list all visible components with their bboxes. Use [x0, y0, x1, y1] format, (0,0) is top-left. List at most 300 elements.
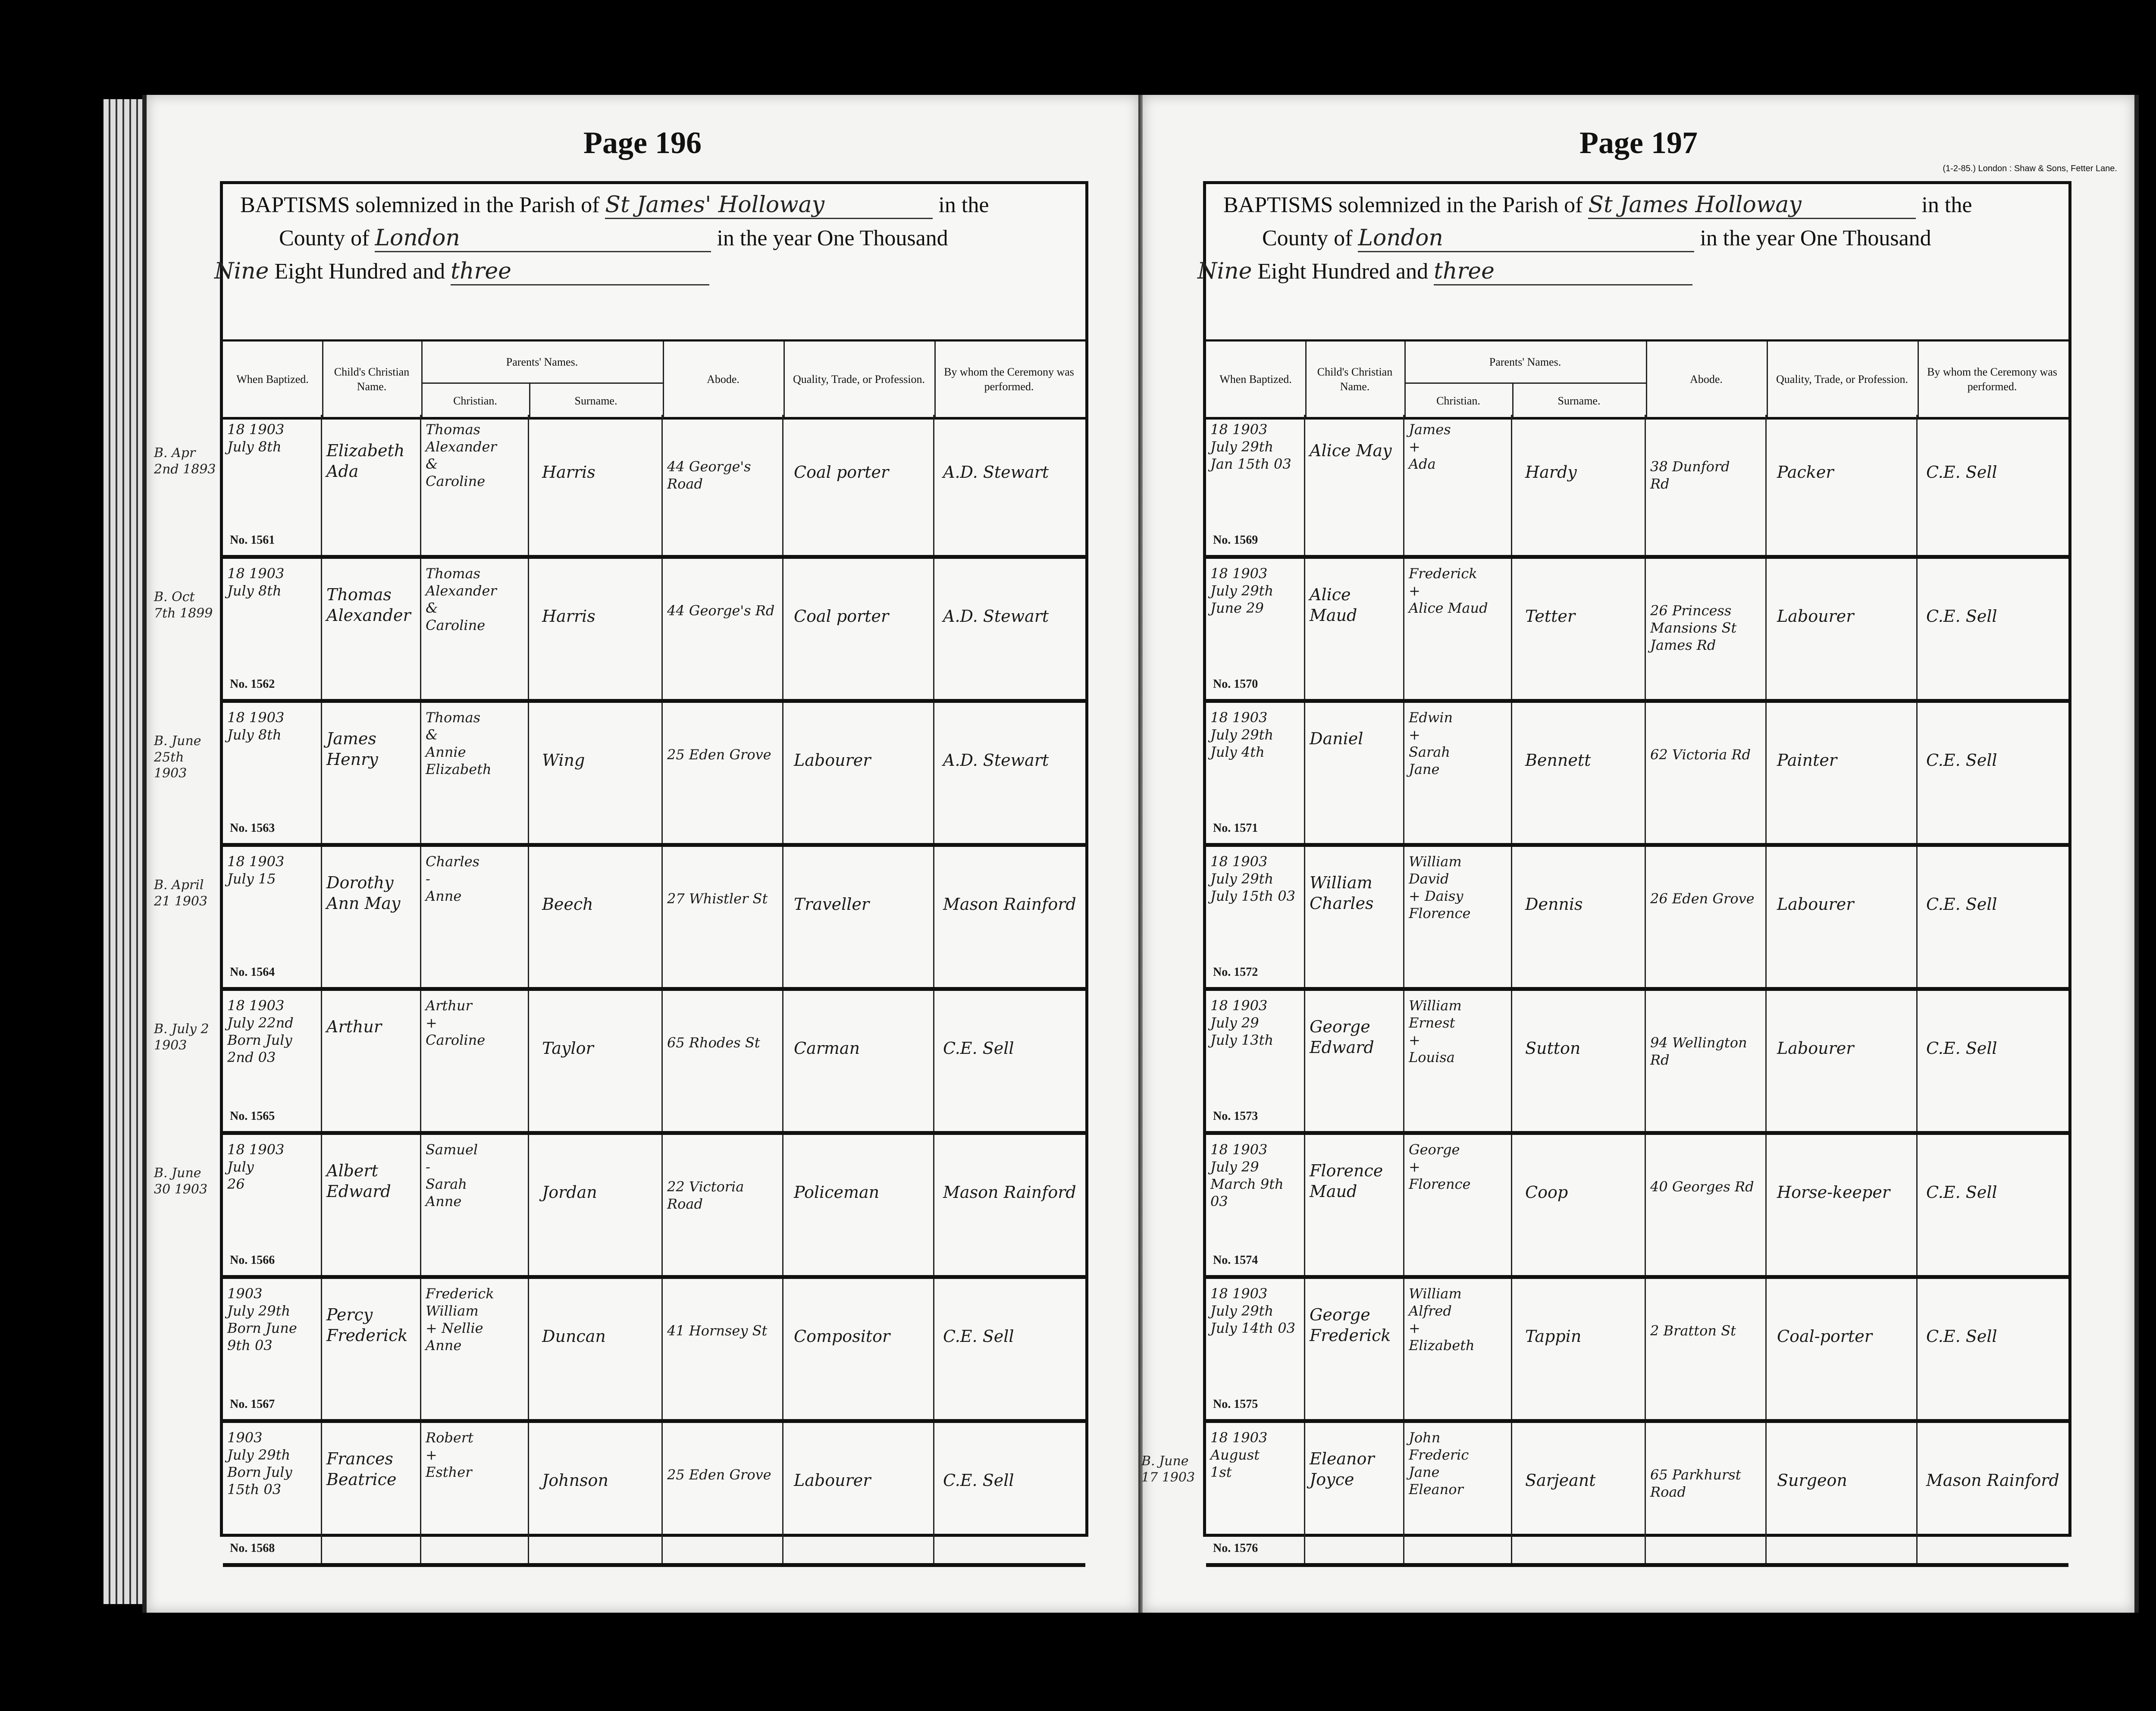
parent-surname: Jordan	[542, 1183, 597, 1202]
parent-name-line: Elizabeth	[1409, 1337, 1475, 1354]
cell-child	[1305, 1423, 1404, 1563]
cell-when	[223, 1135, 322, 1275]
cell-christian	[421, 1279, 529, 1419]
parent-name-line: &	[426, 727, 438, 743]
parent-name-line: Louisa	[1409, 1049, 1455, 1065]
cell-child	[1305, 415, 1404, 555]
parent-name-line: Anne	[426, 1193, 462, 1210]
cell-by	[1918, 559, 2067, 699]
child-second-name: Ann May	[326, 893, 401, 913]
cell-christian	[1404, 1279, 1512, 1419]
cell-surname	[529, 1135, 663, 1275]
parent-name-line: Sarah	[1409, 744, 1450, 760]
parent-name-line: +	[1409, 1320, 1420, 1336]
parent-name-line: William	[426, 1303, 479, 1319]
register-header	[214, 184, 1085, 339]
child-first-name: Percy	[326, 1305, 373, 1324]
cell-surname	[529, 847, 663, 987]
entry-number: No. 1573	[1213, 1109, 1258, 1123]
baptism-year: 18 1903	[227, 997, 285, 1014]
cell-when	[1206, 847, 1305, 987]
cell-child	[322, 703, 421, 843]
abode-line-2: Road	[1650, 1484, 1686, 1500]
baptism-date: July 29th	[227, 1447, 291, 1463]
abode-line-1: 2 Bratton St	[1650, 1322, 1736, 1339]
cell-when	[223, 1279, 322, 1419]
cell-by	[1918, 1279, 2067, 1419]
register-entry-row	[1206, 703, 2068, 847]
cell-child	[1305, 991, 1404, 1131]
cell-surname	[529, 1279, 663, 1419]
abode-line-2: Road	[667, 1196, 703, 1212]
baptism-date: July 8th	[227, 439, 282, 455]
officiant-signature: C.E. Sell	[1926, 1183, 1997, 1202]
parent-surname: Johnson	[542, 1471, 608, 1490]
parent-name-line: -	[426, 1159, 430, 1175]
abode-line-1: 27 Whistler St	[667, 890, 768, 907]
profession: Coal porter	[794, 607, 889, 626]
profession: Labourer	[794, 751, 871, 770]
parent-name-line: Frederick	[426, 1285, 494, 1302]
parent-name-line: +	[1409, 1032, 1420, 1048]
baptism-year: 18 1903	[1210, 1285, 1268, 1302]
baptism-year: 18 1903	[1210, 421, 1268, 438]
page-196	[142, 95, 1138, 1613]
child-second-name: Maud	[1310, 1181, 1357, 1201]
parent-name-line: Eleanor	[1409, 1481, 1463, 1498]
cell-when	[1206, 559, 1305, 699]
child-second-name: Maud	[1310, 605, 1357, 625]
margin-birth-note: B. Oct 7th 1899	[154, 589, 213, 621]
cell-when	[223, 415, 322, 555]
cell-child	[1305, 1135, 1404, 1275]
cell-surname	[1512, 991, 1646, 1131]
parent-name-line: David	[1409, 871, 1449, 887]
parent-name-line: William	[1409, 997, 1462, 1014]
baptism-year: 18 1903	[1210, 853, 1268, 870]
cell-abode	[1646, 559, 1767, 699]
cell-surname	[1512, 559, 1646, 699]
parent-name-line: Alice Maud	[1409, 600, 1488, 616]
parent-surname: Dennis	[1525, 895, 1583, 914]
cell-child	[322, 1279, 421, 1419]
parent-surname: Taylor	[542, 1039, 594, 1058]
baptism-date: August	[1210, 1447, 1260, 1463]
register-entry-row	[1206, 559, 2068, 703]
parent-surname: Coop	[1525, 1183, 1568, 1202]
parent-name-line: Robert	[426, 1429, 473, 1446]
parent-name-line: William	[1409, 1285, 1462, 1302]
page-197	[1143, 95, 2139, 1613]
parent-name-line: Frederick	[1409, 565, 1477, 582]
entry-number: No. 1567	[230, 1398, 275, 1411]
cell-by	[1918, 1135, 2067, 1275]
profession: Labourer	[794, 1471, 871, 1490]
parent-name-line: +	[1409, 1159, 1420, 1175]
cell-quality	[1767, 1135, 1918, 1275]
cell-abode	[1646, 1279, 1767, 1419]
baptism-year: 18 1903	[227, 709, 285, 726]
officiant-signature: C.E. Sell	[943, 1327, 1014, 1346]
cell-surname	[1512, 1135, 1646, 1275]
cell-quality	[1767, 415, 1918, 555]
abode-line-2: Rd	[1650, 1052, 1670, 1068]
parent-name-line: Jane	[1409, 1464, 1440, 1480]
baptism-register	[1141, 181, 2071, 1555]
year-word: three	[1434, 258, 1692, 285]
cell-child	[1305, 559, 1404, 699]
cell-abode	[1646, 1423, 1767, 1563]
parent-name-line: Anne	[426, 1337, 462, 1354]
child-first-name: Elizabeth	[326, 441, 405, 460]
parent-surname: Tappin	[1525, 1327, 1582, 1346]
margin-birth-note: B. July 2 1903	[154, 1022, 209, 1053]
register-entry-row	[154, 415, 1085, 559]
cell-surname	[529, 703, 663, 843]
parent-name-line: Esther	[426, 1464, 472, 1480]
cell-child	[1305, 847, 1404, 987]
cell-when	[1206, 415, 1305, 555]
cell-by	[934, 415, 1084, 555]
cell-abode	[663, 415, 783, 555]
parent-name-line: Anne	[426, 888, 462, 904]
register-entry-row	[1206, 415, 2068, 559]
register-entry-row	[1206, 991, 2068, 1135]
baptism-date: July 29th	[1210, 871, 1274, 887]
cell-when	[1206, 1279, 1305, 1419]
parent-name-line: Ada	[1409, 456, 1436, 472]
parent-name-line: Thomas	[426, 565, 481, 582]
cell-christian	[1404, 1135, 1512, 1275]
col-child: Child's Christian Name.	[1305, 342, 1406, 417]
cell-christian	[1404, 415, 1512, 555]
profession: Labourer	[1777, 895, 1854, 914]
cell-quality	[1767, 1423, 1918, 1563]
cell-by	[934, 1135, 1084, 1275]
register-entry-row	[154, 1135, 1085, 1279]
parent-surname: Beech	[542, 895, 593, 914]
profession: Surgeon	[1777, 1471, 1847, 1490]
child-first-name: Florence	[1310, 1161, 1383, 1180]
cell-when	[223, 703, 322, 843]
county-name: London	[1358, 225, 1694, 252]
cell-abode	[1646, 703, 1767, 843]
col-parents: Parents' Names.	[421, 342, 664, 382]
child-second-name: Joyce	[1310, 1470, 1354, 1489]
cell-by	[1918, 1423, 2067, 1563]
cell-quality	[783, 559, 934, 699]
abode-line-1: 65 Parkhurst	[1650, 1467, 1741, 1483]
header-county-label: County of	[1262, 226, 1353, 251]
baptism-date: July	[227, 1159, 254, 1175]
cell-abode	[663, 559, 783, 699]
century-prefix: Nine	[1197, 258, 1252, 284]
parent-name-line: &	[426, 600, 438, 616]
parent-name-line: James	[1409, 421, 1451, 438]
profession: Traveller	[794, 895, 870, 914]
register-entry-row	[154, 703, 1085, 847]
abode-line-1: 38 Dunford	[1650, 458, 1730, 475]
header-hundred-label: Eight Hundred and	[1257, 259, 1429, 284]
cell-surname	[529, 559, 663, 699]
parent-name-line: Jane	[1409, 761, 1440, 777]
cell-quality	[783, 991, 934, 1131]
abode-line-1: 62 Victoria Rd	[1650, 746, 1751, 763]
abode-line-1: 44 George's Rd	[667, 602, 775, 619]
register-entry-row	[1141, 1423, 2068, 1567]
officiant-signature: C.E. Sell	[1926, 1327, 1997, 1346]
abode-line-1: 65 Rhodes St	[667, 1034, 760, 1051]
officiant-signature: Mason Rainford	[943, 895, 1076, 914]
parent-name-line: +	[1409, 439, 1420, 455]
cell-when	[223, 847, 322, 987]
baptism-date: July 8th	[227, 583, 282, 599]
cell-quality	[1767, 991, 1918, 1131]
parent-name-line: Thomas	[426, 709, 481, 726]
parent-name-line: George	[1409, 1141, 1460, 1158]
parent-name-line: Caroline	[426, 1032, 486, 1048]
header-hundred-label: Eight Hundred and	[274, 259, 445, 284]
baptism-register	[154, 181, 1088, 1555]
entry-number: No. 1571	[1213, 821, 1258, 835]
col-when: When Baptized.	[223, 342, 323, 417]
birth-date: 1st	[1210, 1464, 1232, 1480]
col-parents: Parents' Names.	[1404, 342, 1647, 382]
baptism-year: 18 1903	[1210, 565, 1268, 582]
entry-number: No. 1562	[230, 677, 275, 691]
baptism-date: July 29th	[1210, 439, 1274, 455]
parent-name-line: John	[1409, 1429, 1441, 1446]
parent-name-line: Charles	[426, 853, 480, 870]
birth-date: March 9th 03	[1210, 1176, 1284, 1210]
baptism-date: July 8th	[227, 727, 282, 743]
column-headers	[223, 339, 1085, 420]
baptism-date: July 29th	[227, 1303, 291, 1319]
entry-number: No. 1576	[1213, 1542, 1258, 1555]
cell-surname	[1512, 415, 1646, 555]
printer-imprint: (1-2-85.) London : Shaw & Sons, Fetter Lane.	[1943, 164, 2117, 173]
parent-surname: Wing	[542, 751, 585, 770]
col-abode: Abode.	[663, 342, 785, 417]
profession: Compositor	[794, 1327, 890, 1346]
cell-when	[223, 991, 322, 1131]
child-first-name: Dorothy	[326, 873, 394, 892]
child-second-name: Ada	[326, 461, 359, 481]
cell-christian	[421, 415, 529, 555]
child-first-name: Arthur	[326, 1017, 382, 1036]
cell-when	[223, 559, 322, 699]
baptism-year: 18 1903	[227, 421, 285, 438]
officiant-signature: Mason Rainford	[1926, 1471, 2059, 1490]
col-by-whom: By whom the Ceremony was performed.	[944, 365, 1074, 393]
cell-surname	[529, 415, 663, 555]
cell-surname	[1512, 1423, 1646, 1563]
parent-name-line: Samuel	[426, 1141, 478, 1158]
cell-quality	[783, 847, 934, 987]
abode-line-2: Rd	[1650, 476, 1670, 492]
birth-date: Born July 2nd 03	[227, 1032, 292, 1065]
cell-by	[1918, 415, 2067, 555]
county-name: London	[375, 225, 711, 252]
parent-name-line: Edwin	[1409, 709, 1453, 726]
entry-number: No. 1565	[230, 1109, 275, 1123]
page-title: Page 196	[583, 125, 702, 160]
baptism-year: 18 1903	[1210, 997, 1268, 1014]
officiant-signature: C.E. Sell	[943, 1471, 1014, 1490]
parent-name-line: Caroline	[426, 617, 486, 633]
margin-birth-note: B. April 21 1903	[154, 877, 208, 909]
register-rows	[154, 415, 1085, 1555]
cell-abode	[1646, 415, 1767, 555]
birth-date: July 13th	[1210, 1032, 1274, 1048]
parish-name: St James Holloway	[1588, 192, 1916, 219]
cell-child	[322, 1423, 421, 1563]
child-second-name: Charles	[1310, 893, 1374, 913]
cell-by	[934, 559, 1084, 699]
abode-line-1: 41 Hornsey St	[667, 1322, 768, 1339]
abode-line-1: 26 Eden Grove	[1650, 890, 1755, 907]
parent-surname: Harris	[542, 607, 595, 626]
abode-line-2: Mansions St James Rd	[1650, 620, 1737, 653]
parent-name-line: Florence	[1409, 905, 1471, 921]
profession: Labourer	[1777, 607, 1854, 626]
column-headers	[1206, 339, 2068, 420]
parent-surname: Harris	[542, 463, 595, 482]
parent-surname: Sarjeant	[1525, 1471, 1596, 1490]
register-entry-row	[154, 847, 1085, 991]
cell-child	[1305, 1279, 1404, 1419]
parent-name-line: +	[1409, 727, 1420, 743]
col-quality: Quality, Trade, or Profession.	[1767, 342, 1919, 417]
page-title: Page 197	[1579, 125, 1698, 160]
birth-date: July 4th	[1210, 744, 1265, 760]
baptism-date: July 15	[227, 871, 276, 887]
child-first-name: James	[326, 729, 376, 748]
header-year-label: in the year One Thousand	[717, 226, 948, 251]
register-entry-row	[154, 559, 1085, 703]
abode-line-1: 26 Princess	[1650, 602, 1732, 619]
cell-abode	[663, 703, 783, 843]
cell-when	[1206, 1135, 1305, 1275]
child-first-name: George	[1310, 1017, 1370, 1036]
register-entry-row	[154, 991, 1085, 1135]
cell-quality	[783, 703, 934, 843]
child-second-name: Edward	[1310, 1037, 1374, 1057]
cell-when	[223, 1423, 322, 1563]
cell-abode	[1646, 1135, 1767, 1275]
profession: Coal-porter	[1777, 1327, 1872, 1346]
profession: Labourer	[1777, 1039, 1854, 1058]
officiant-signature: C.E. Sell	[1926, 607, 1997, 626]
cell-quality	[783, 1279, 934, 1419]
cell-by	[934, 847, 1084, 987]
child-first-name: Frances	[326, 1449, 393, 1468]
child-first-name: Eleanor	[1310, 1449, 1375, 1468]
officiant-signature: Mason Rainford	[943, 1183, 1076, 1202]
baptism-year: 1903	[227, 1429, 263, 1446]
century-prefix: Nine	[214, 258, 269, 284]
officiant-signature: C.E. Sell	[1926, 895, 1997, 914]
birth-date: July 15th 03	[1210, 888, 1295, 904]
abode-line-1: 25 Eden Grove	[667, 746, 771, 763]
cell-christian	[421, 847, 529, 987]
parent-name-line: Arthur	[426, 997, 472, 1014]
header-in-the: in the	[1921, 193, 1972, 217]
cell-by	[934, 703, 1084, 843]
col-christian: Christian.	[421, 382, 530, 418]
cell-abode	[1646, 847, 1767, 987]
parent-name-line: +	[1409, 583, 1420, 599]
parent-name-line: +	[426, 1447, 437, 1463]
cell-by	[934, 991, 1084, 1131]
baptism-year: 18 1903	[227, 1141, 285, 1158]
cell-quality	[783, 1423, 934, 1563]
cell-christian	[421, 1135, 529, 1275]
officiant-signature: A.D. Stewart	[943, 463, 1049, 482]
profession: Painter	[1777, 751, 1837, 770]
cell-christian	[421, 559, 529, 699]
parent-surname: Bennett	[1525, 751, 1591, 770]
parent-name-line: Florence	[1409, 1176, 1471, 1192]
birth-date: Jan 15th 03	[1210, 456, 1291, 472]
cell-christian	[1404, 559, 1512, 699]
parent-name-line: Alexander	[426, 583, 497, 599]
abode-line-1: 40 Georges Rd	[1650, 1178, 1754, 1195]
baptism-year: 18 1903	[1210, 709, 1268, 726]
margin-birth-note: B. June 25th 1903	[154, 733, 201, 781]
cell-surname	[1512, 1279, 1646, 1419]
abode-line-1: 25 Eden Grove	[667, 1467, 771, 1483]
cell-abode	[663, 1279, 783, 1419]
parent-name-line: + Nellie	[426, 1320, 483, 1336]
book-spine-edge	[103, 99, 142, 1604]
parent-surname: Hardy	[1525, 463, 1577, 482]
parent-name-line: -	[426, 871, 430, 887]
cell-when	[1206, 1423, 1305, 1563]
col-surname: Surname.	[1512, 382, 1647, 418]
col-christian: Christian.	[1404, 382, 1514, 418]
cell-abode	[663, 847, 783, 987]
officiant-signature: A.D. Stewart	[943, 751, 1049, 770]
baptism-year: 18 1903	[1210, 1429, 1268, 1446]
cell-surname	[1512, 703, 1646, 843]
profession: Horse-keeper	[1777, 1183, 1890, 1202]
cell-child	[322, 559, 421, 699]
cell-abode	[663, 1135, 783, 1275]
birth-date: 26	[227, 1176, 245, 1192]
entry-number: No. 1564	[230, 965, 275, 979]
abode-line-2: Road	[667, 476, 703, 492]
officiant-signature: C.E. Sell	[1926, 1039, 1997, 1058]
officiant-signature: C.E. Sell	[943, 1039, 1014, 1058]
child-second-name: Edward	[326, 1181, 391, 1201]
baptism-year: 18 1903	[1210, 1141, 1268, 1158]
child-second-name: Henry	[326, 749, 378, 769]
entry-number: No. 1575	[1213, 1398, 1258, 1411]
cell-christian	[421, 1423, 529, 1563]
parent-name-line: Caroline	[426, 473, 486, 489]
cell-surname	[529, 1423, 663, 1563]
col-abode: Abode.	[1646, 342, 1768, 417]
parent-name-line: Frederic	[1409, 1447, 1469, 1463]
child-first-name: Alice May	[1310, 441, 1392, 460]
cell-christian	[421, 991, 529, 1131]
child-second-name: Alexander	[326, 605, 411, 625]
cell-child	[1305, 703, 1404, 843]
child-first-name: Alice	[1310, 585, 1351, 604]
parent-name-line: + Daisy	[1409, 888, 1463, 904]
parent-name-line: Elizabeth	[426, 761, 492, 777]
